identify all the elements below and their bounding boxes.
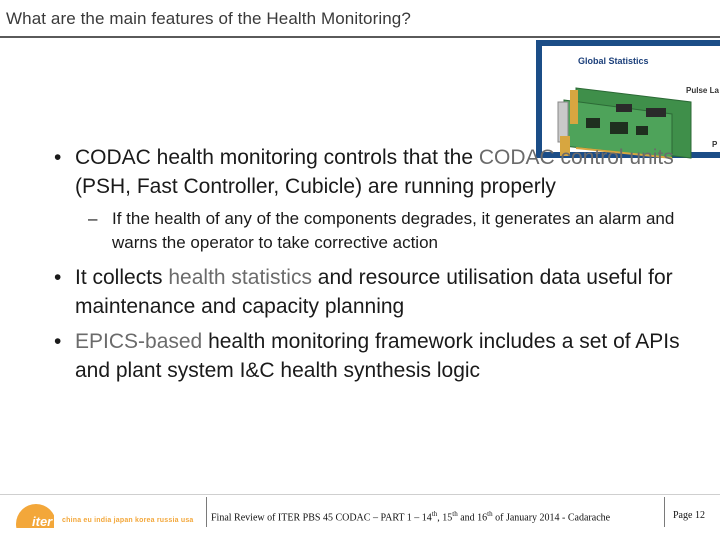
bullet-1 — [50, 143, 700, 201]
bullet-dot-icon: • — [54, 146, 62, 169]
partner-list: china eu india japan korea russia usa — [62, 517, 194, 524]
footer-separator — [664, 497, 665, 527]
footer-separator — [206, 497, 207, 527]
logo-word: iter — [32, 514, 53, 529]
bullet-2-tail: and resource utilisation data useful for maintenance and capacity planning — [75, 266, 673, 318]
bullet-list — [50, 143, 700, 391]
screenshot-heading: Global Statistics — [578, 56, 649, 66]
footer-divider — [0, 494, 720, 495]
review-caption: Final Review of ITER PBS 45 CODAC – PART 1 – 14th, 15th and 16th of January 2014 - Cadarache — [211, 510, 611, 524]
sub-dash-icon: – — [88, 209, 98, 228]
bullet-1-tail: (PSH, Fast Controller, Cubicle) are running properly — [75, 175, 556, 198]
bullet-3-tail: health monitoring framework includes a set of APIs and plant system I&C health synthesis logic — [75, 330, 680, 382]
bullet-2 — [50, 263, 700, 321]
slide-title: What are the main features of the Health Monitoring? — [6, 9, 411, 28]
bullet-dot-icon: • — [54, 330, 62, 353]
sub-bullet-1 — [50, 207, 700, 255]
page-number: Page 12 — [673, 510, 705, 521]
bullet-3 — [50, 327, 700, 385]
bullet-3-highlight: EPICS-based — [75, 330, 203, 353]
bullet-dot-icon: • — [54, 266, 62, 289]
bullet-2-lead: It collects — [75, 266, 169, 289]
bullet-1-lead: CODAC health monitoring controls that the — [75, 146, 479, 169]
screenshot-side-label: P — [712, 140, 718, 149]
bullet-1-highlight: CODAC control units — [478, 146, 674, 169]
screenshot-sublabel: Pulse La — [686, 86, 719, 95]
title-rule — [0, 36, 720, 38]
health-monitor-screenshot — [536, 40, 720, 158]
bullet-2-highlight: health statistics — [168, 266, 312, 289]
sub-bullet-1-text: If the health of any of the components degrades, it generates an alarm and warns the operator to take corrective action — [112, 209, 675, 252]
